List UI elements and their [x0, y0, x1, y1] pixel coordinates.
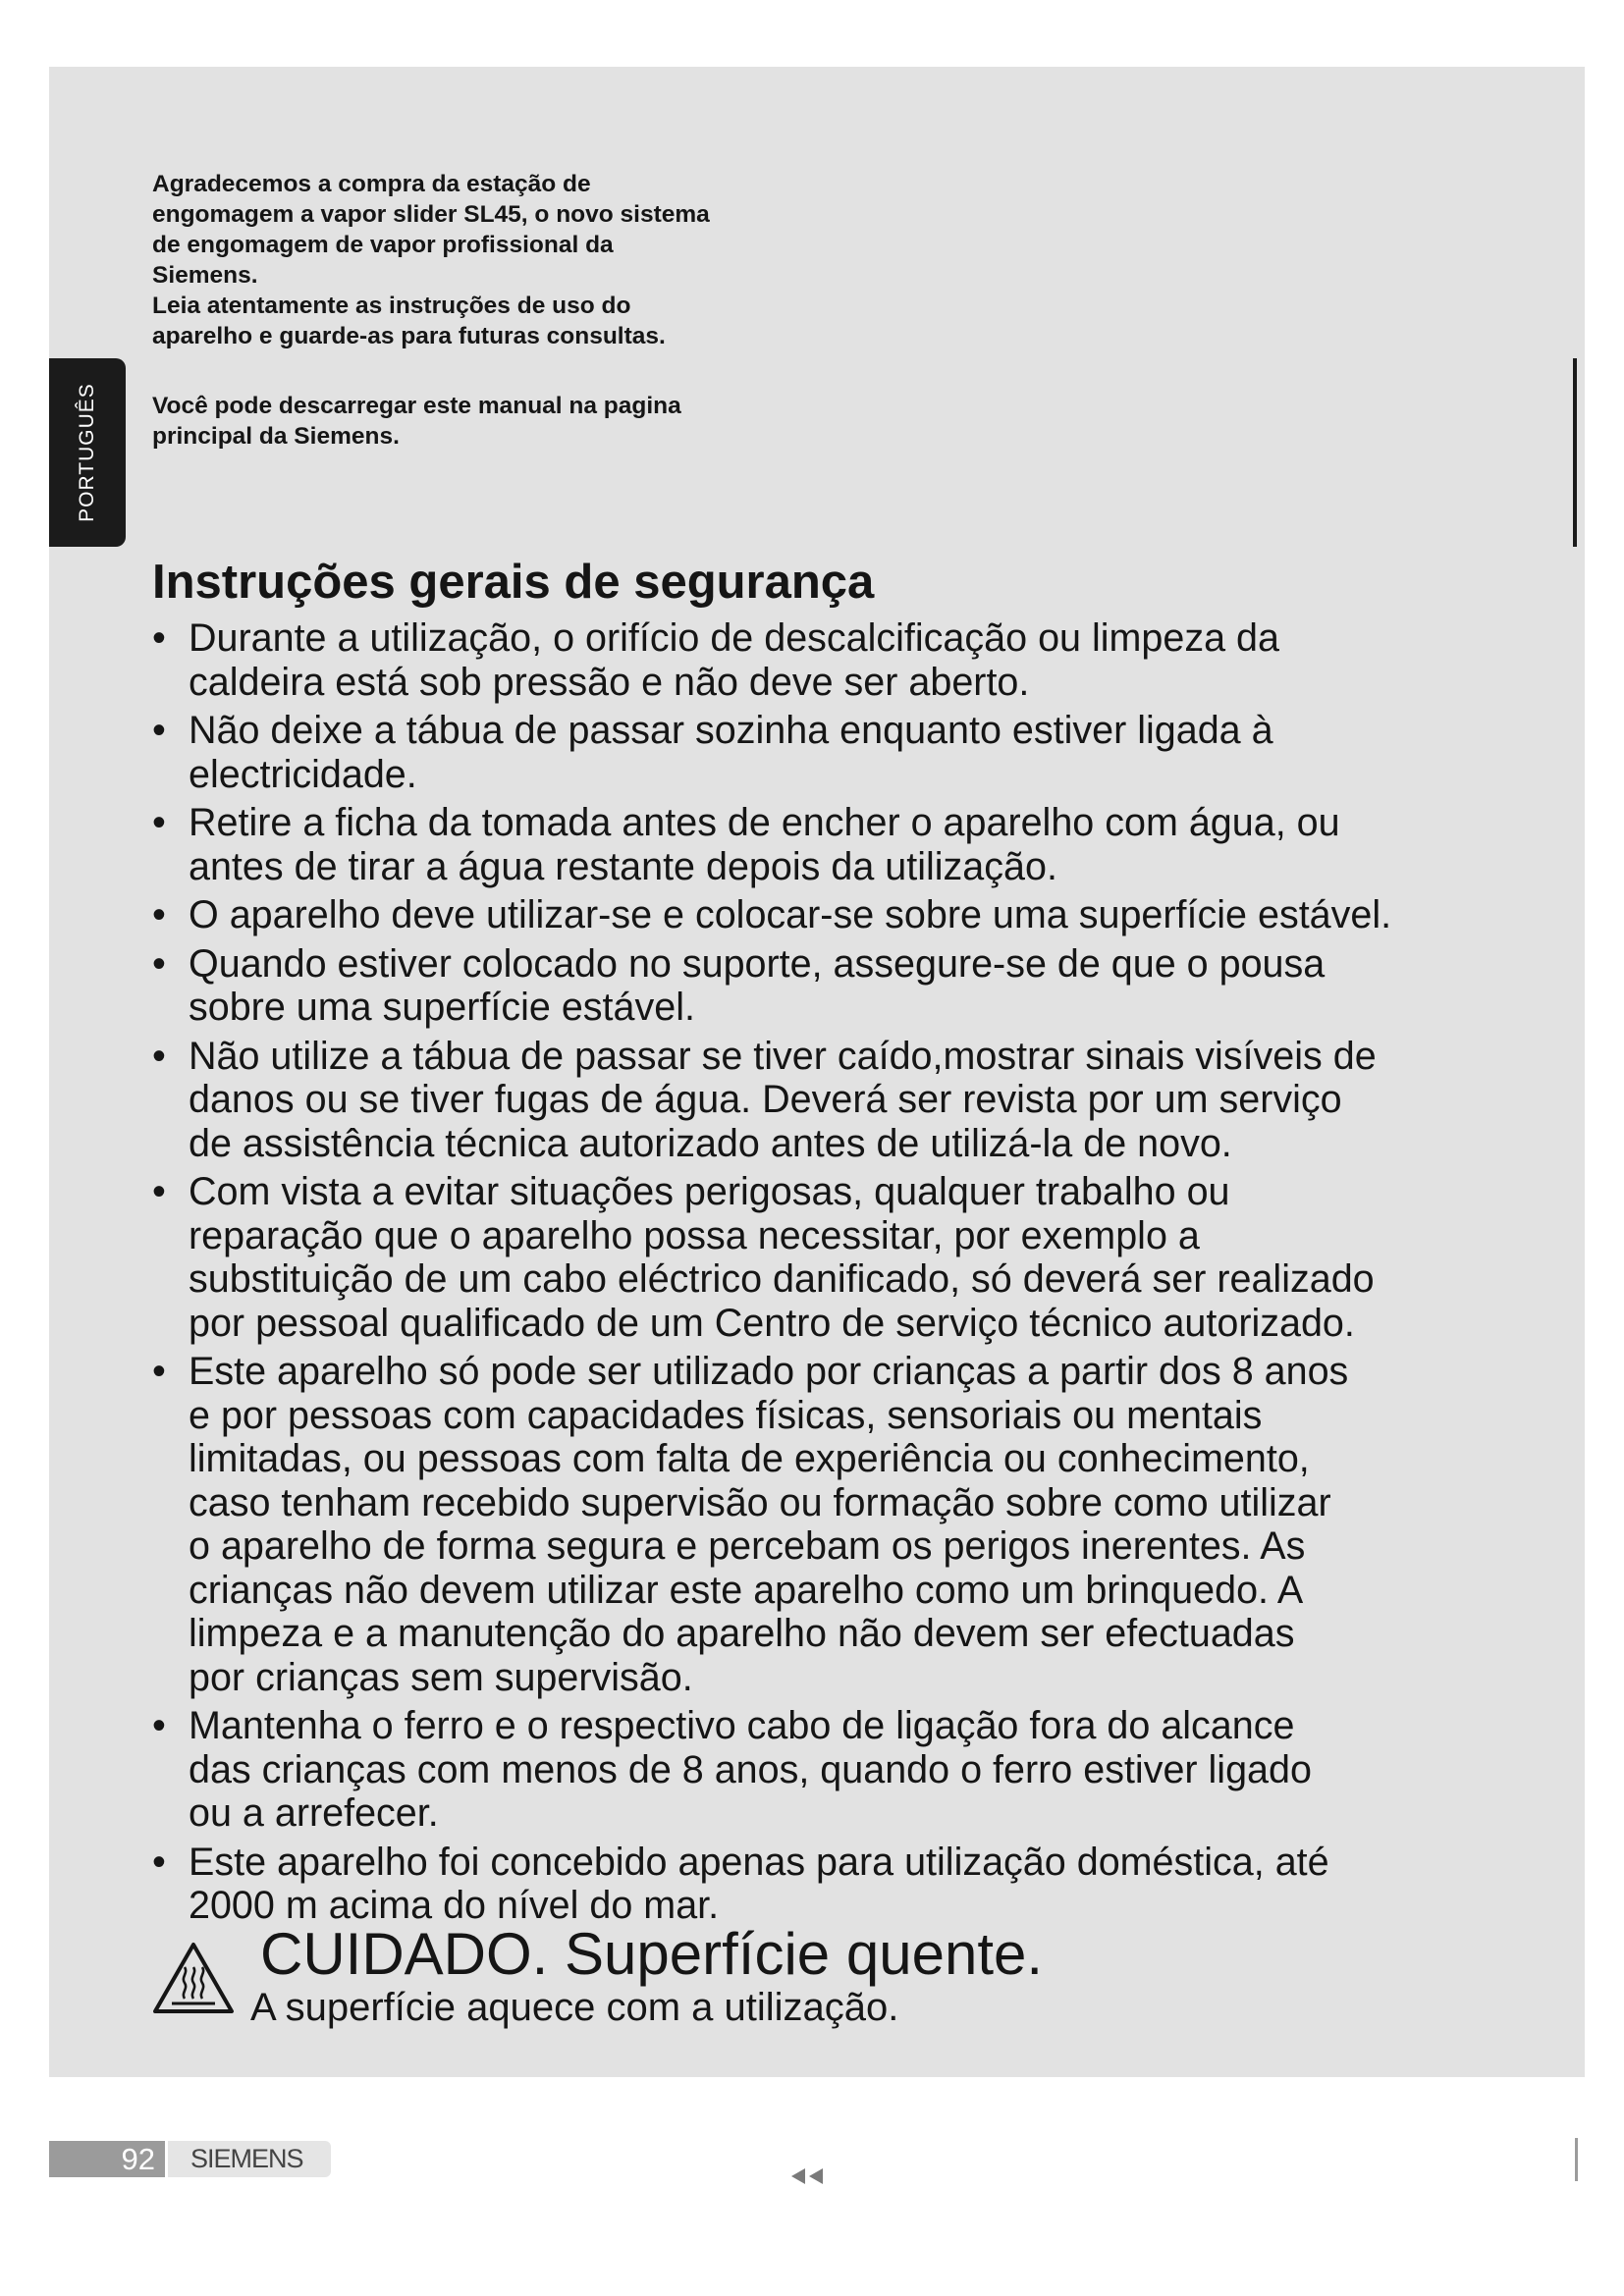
safety-item-line: Durante a utilização, o orifício de descalcificação ou limpeza da	[189, 616, 1279, 660]
safety-item	[152, 1350, 1546, 1699]
right-edge-marker	[1573, 358, 1577, 547]
hot-surface-warning-icon	[152, 1942, 235, 2014]
safety-item	[152, 709, 1546, 796]
bullet: •	[152, 709, 166, 752]
safety-item-line: Este aparelho só pode ser utilizado por crianças a partir dos 8 anos	[189, 1350, 1349, 1393]
safety-item	[152, 801, 1546, 888]
safety-item-line: Retire a ficha da tomada antes de encher o aparelho com água, ou	[189, 801, 1340, 844]
safety-item-line: caso tenham recebido supervisão ou formação sobre como utilizar	[189, 1480, 1331, 1524]
bullet: •	[152, 616, 166, 660]
safety-item	[152, 1704, 1546, 1836]
warning-title: CUIDADO. Superfície quente.	[260, 1921, 1044, 1987]
footer-brand: SIEMENS	[168, 2141, 331, 2177]
safety-item-line: por crianças sem supervisão.	[189, 1655, 693, 1699]
safety-item	[152, 1035, 1546, 1166]
double-left-arrow-icon[interactable]	[788, 2165, 828, 2187]
safety-item	[152, 893, 1546, 937]
safety-item-line: Mantenha o ferro e o respectivo cabo de ligação fora do alcance	[189, 1704, 1295, 1747]
safety-item-line: antes de tirar a água restante depois da utilização.	[189, 844, 1057, 888]
safety-item-line: electricidade.	[189, 752, 417, 796]
footer-edge-marker	[1575, 2138, 1578, 2181]
safety-item-line: de assistência técnica autorizado antes de utilizá-la de novo.	[189, 1121, 1232, 1165]
safety-item-line: Este aparelho foi concebido apenas para utilização doméstica, até	[189, 1840, 1329, 1884]
bullet: •	[152, 1170, 166, 1213]
safety-item-line: por pessoal qualificado de um Centro de serviço técnico autorizado.	[189, 1301, 1355, 1345]
safety-item-line: substituição de um cabo eléctrico danificado, só deverá ser realizado	[189, 1257, 1375, 1301]
safety-item-line: das crianças com menos de 8 anos, quando o ferro estiver ligado	[189, 1747, 1312, 1791]
safety-item-line: sobre uma superfície estável.	[189, 986, 695, 1029]
safety-item	[152, 616, 1546, 704]
download-note: Você pode descarregar este manual na pagina principal da Siemens.	[152, 393, 681, 450]
bullet: •	[152, 893, 166, 936]
safety-item-line: 2000 m acima do nível do mar.	[189, 1884, 720, 1927]
safety-item	[152, 1170, 1546, 1345]
intro-block	[152, 169, 800, 452]
safety-item-line: ou a arrefecer.	[189, 1791, 439, 1835]
bullet: •	[152, 1350, 166, 1393]
hot-surface-warning	[152, 1922, 1527, 2040]
safety-item	[152, 942, 1546, 1030]
safety-item-line: O aparelho deve utilizar-se e colocar-se sobre uma superfície estável.	[189, 893, 1392, 936]
intro-text: Agradecemos a compra da estação de engomagem a vapor slider SL45, o novo sistema de engomagem de vapor profissional da Siemens. Leia atentamente as instruções de uso do aparelho e guarde-as para futuras consultas.	[152, 171, 710, 349]
safety-item-line: limpeza e a manutenção do aparelho não devem ser efectuadas	[189, 1612, 1295, 1655]
safety-item-line: o aparelho de forma segura e percebam os perigos inerentes. As	[189, 1524, 1306, 1568]
safety-item-line: reparação que o aparelho possa necessitar, por exemplo a	[189, 1213, 1200, 1257]
warning-text: A superfície aquece com a utilização.	[250, 1986, 899, 2029]
safety-item-line: limitadas, ou pessoas com falta de experiência ou conhecimento,	[189, 1437, 1310, 1480]
bullet: •	[152, 1034, 166, 1078]
bullet: •	[152, 801, 166, 844]
page-number: 92	[49, 2141, 165, 2177]
safety-item-line: Não utilize a tábua de passar se tiver caído,mostrar sinais visíveis de	[189, 1034, 1377, 1078]
bullet: •	[152, 1840, 166, 1884]
language-tab	[49, 358, 126, 547]
language-tab-label: PORTUGUÊS	[76, 383, 98, 522]
safety-item-line: crianças não devem utilizar este aparelho como um brinquedo. A	[189, 1568, 1304, 1612]
safety-item-line: caldeira está sob pressão e não deve ser aberto.	[189, 660, 1030, 704]
safety-item-line: Com vista a evitar situações perigosas, qualquer trabalho ou	[189, 1170, 1230, 1213]
safety-item-line: e por pessoas com capacidades físicas, sensoriais ou mentais	[189, 1393, 1263, 1437]
bullet: •	[152, 1704, 166, 1747]
bullet: •	[152, 941, 166, 986]
safety-item	[152, 1841, 1546, 1928]
safety-instructions-list	[152, 616, 1546, 1933]
safety-item-line: Não deixe a tábua de passar sozinha enquanto estiver ligada à	[189, 709, 1273, 752]
safety-item-line: danos ou se tiver fugas de água. Deverá ser revista por um serviço	[189, 1078, 1342, 1121]
safety-item-line: Quando estiver colocado no suporte, assegure-se de que o pousa	[189, 941, 1326, 986]
section-title: Instruções gerais de segurança	[152, 556, 875, 609]
